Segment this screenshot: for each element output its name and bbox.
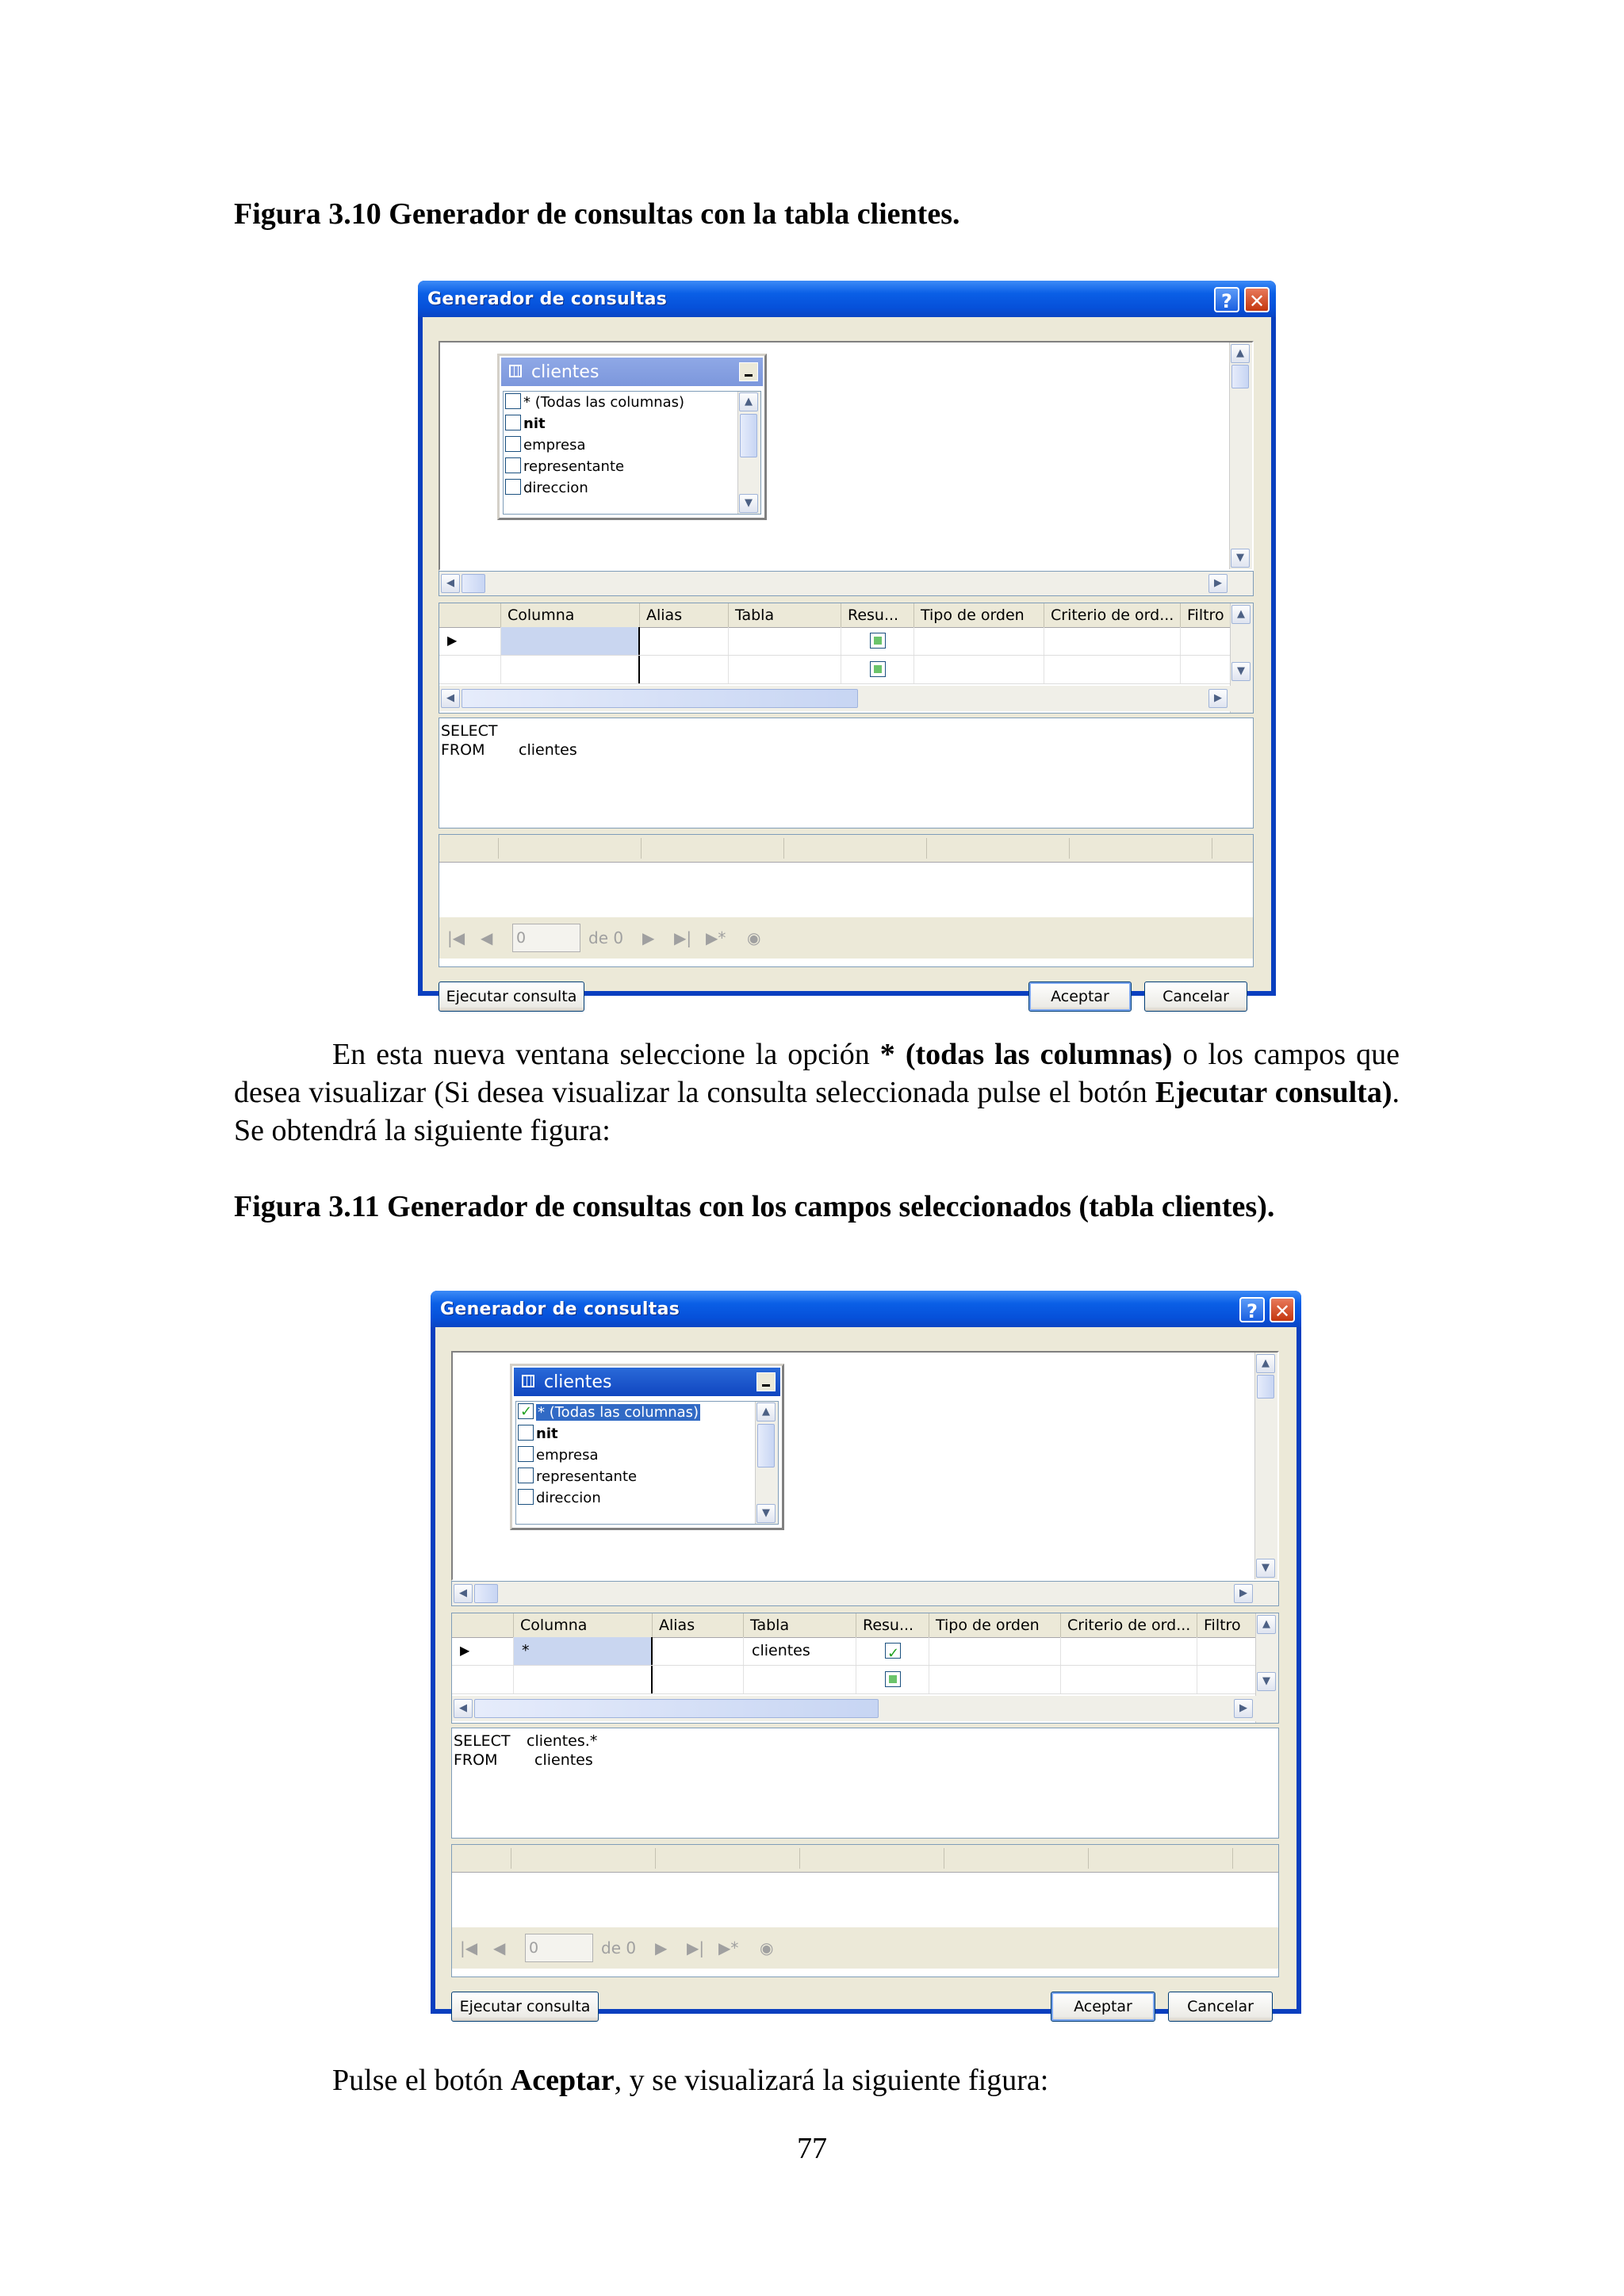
new-record-icon[interactable]: ▶* <box>706 928 726 947</box>
table-name: clientes <box>531 362 599 382</box>
column-checkbox[interactable] <box>505 457 521 473</box>
cancel-button[interactable]: Cancelar <box>1144 982 1247 1012</box>
close-icon[interactable]: ✕ <box>1244 287 1270 312</box>
table-grid-icon <box>522 1375 534 1387</box>
results-header <box>439 835 1254 863</box>
scroll-up-icon[interactable]: ▲ <box>739 392 758 411</box>
last-record-icon[interactable]: ▶| <box>674 928 692 947</box>
scroll-down-icon[interactable]: ▼ <box>1231 549 1250 568</box>
cell-resultado[interactable] <box>856 1666 929 1693</box>
scroll-thumb[interactable] <box>1231 365 1249 388</box>
table-box[interactable] <box>510 1364 784 1530</box>
page-number: 77 <box>797 2132 827 2165</box>
help-icon[interactable]: ? <box>1214 287 1239 312</box>
cell-alias[interactable] <box>640 627 729 655</box>
run-query-button[interactable]: Ejecutar consulta <box>439 982 584 1012</box>
cell-tabla[interactable] <box>729 627 841 655</box>
criteria-grid <box>451 1613 1279 1724</box>
scroll-down-icon[interactable]: ▼ <box>1257 1672 1276 1691</box>
diagram-vscrollbar[interactable] <box>1254 1353 1277 1579</box>
diagram-pane <box>451 1351 1279 1581</box>
cell-tabla[interactable]: clientes <box>744 1637 856 1665</box>
table-row[interactable] <box>452 1637 1258 1666</box>
column-label: representante <box>523 458 625 475</box>
header-tipo-orden[interactable]: Tipo de orden <box>929 1613 1061 1637</box>
help-icon[interactable]: ? <box>1239 1297 1265 1322</box>
scroll-thumb[interactable] <box>757 1424 775 1468</box>
column-list-scrollbar[interactable] <box>737 392 760 514</box>
scroll-down-icon[interactable]: ▼ <box>739 494 758 513</box>
record-navigator <box>439 917 1253 959</box>
sql-from-keyword: FROM <box>454 1751 498 1769</box>
column-label: * (Todas las columnas) <box>538 1404 699 1421</box>
cell-tipo-orden[interactable] <box>914 656 1044 683</box>
column-label: nit <box>536 1425 558 1442</box>
cell-criterio-orden[interactable] <box>1061 1666 1197 1693</box>
column-label: empresa <box>523 437 586 453</box>
scroll-thumb[interactable] <box>1257 1375 1274 1399</box>
table-name: clientes <box>544 1372 612 1392</box>
cell-criterio-orden[interactable] <box>1061 1637 1197 1665</box>
sql-select-keyword: SELECT <box>454 1732 511 1750</box>
row-pointer-icon: ▶ <box>439 627 501 655</box>
scroll-thumb[interactable] <box>740 414 757 457</box>
column-list-scrollbar[interactable] <box>755 1402 778 1524</box>
next-record-icon[interactable]: ▶ <box>642 928 655 947</box>
cell-alias[interactable] <box>653 1666 744 1693</box>
scroll-down-icon[interactable]: ▼ <box>1256 1559 1275 1578</box>
header-columna[interactable]: Columna <box>514 1613 653 1637</box>
record-position-input[interactable]: 0 <box>525 1934 593 1962</box>
column-item[interactable] <box>505 477 588 499</box>
header-criterio-orden[interactable]: Criterio de ord... <box>1044 603 1181 627</box>
next-record-icon[interactable]: ▶ <box>655 1938 668 1957</box>
column-checkbox[interactable] <box>505 479 521 495</box>
column-item[interactable] <box>518 1402 700 1423</box>
table-box-header[interactable] <box>501 358 763 386</box>
scroll-up-icon[interactable]: ▲ <box>1231 344 1250 363</box>
scroll-left-icon[interactable]: ◀ <box>454 1584 473 1603</box>
diagram-hscrollbar[interactable] <box>451 1581 1279 1606</box>
cell-tabla[interactable] <box>744 1666 856 1693</box>
scroll-thumb[interactable] <box>462 689 858 708</box>
sql-pane[interactable] <box>451 1728 1279 1839</box>
title-bar[interactable] <box>418 281 1276 317</box>
header-criterio-orden[interactable]: Criterio de ord... <box>1061 1613 1197 1637</box>
accept-button[interactable]: Aceptar <box>1051 1992 1155 2022</box>
run-query-button[interactable]: Ejecutar consulta <box>451 1992 599 2022</box>
column-label: representante <box>536 1468 638 1485</box>
cell-tabla[interactable] <box>729 656 841 683</box>
column-checkbox[interactable] <box>505 393 521 409</box>
cell-tipo-orden[interactable] <box>929 1637 1061 1665</box>
scroll-left-icon[interactable]: ◀ <box>454 1699 473 1718</box>
column-list <box>515 1401 779 1525</box>
cell-columna[interactable] <box>501 656 640 683</box>
header-alias[interactable]: Alias <box>653 1613 744 1637</box>
table-row[interactable] <box>452 1666 1258 1694</box>
column-checkbox[interactable] <box>518 1446 534 1462</box>
table-row[interactable] <box>439 627 1232 656</box>
cell-resultado[interactable] <box>841 656 914 683</box>
scroll-up-icon[interactable]: ▲ <box>756 1402 776 1422</box>
column-label: direccion <box>536 1490 601 1506</box>
last-record-icon[interactable]: ▶| <box>687 1938 705 1957</box>
table-box[interactable] <box>497 354 767 520</box>
sql-pane[interactable] <box>439 718 1254 828</box>
record-navigator <box>452 1927 1278 1969</box>
cell-alias[interactable] <box>653 1637 744 1665</box>
sql-from-value: clientes <box>534 1751 593 1769</box>
record-count: de 0 <box>588 928 624 947</box>
scroll-down-icon[interactable]: ▼ <box>756 1504 776 1523</box>
header-alias[interactable]: Alias <box>640 603 729 627</box>
scroll-thumb[interactable] <box>474 1699 879 1718</box>
column-checkbox[interactable] <box>518 1468 534 1483</box>
grid-hscrollbar[interactable] <box>439 686 1253 711</box>
body-paragraph: Pulse el botón Aceptar, y se visualizará la siguiente figura: <box>332 2064 1049 2097</box>
column-item[interactable] <box>505 434 586 456</box>
query-builder-dialog <box>418 281 1276 1005</box>
prev-record-icon[interactable]: ◀ <box>481 928 493 947</box>
table-box-header[interactable] <box>514 1368 780 1396</box>
criteria-grid <box>439 603 1254 714</box>
cell-resultado[interactable] <box>856 1637 929 1665</box>
cell-criterio-orden[interactable] <box>1044 656 1181 683</box>
column-item[interactable] <box>518 1423 558 1445</box>
scroll-right-icon[interactable]: ▶ <box>1234 1584 1253 1603</box>
title-bar[interactable] <box>431 1291 1301 1327</box>
body-paragraph: En esta nueva ventana seleccione la opción * (todas las columnas) o los campos que desea visualizar (Si desea visualizar la consulta seleccionada pulse el botón Ejecutar consulta). Se obtendrá la siguiente figura: <box>234 1038 1400 1147</box>
header-resultado[interactable]: Resu... <box>856 1613 929 1637</box>
column-checkbox[interactable] <box>518 1489 534 1505</box>
column-item[interactable] <box>505 413 546 434</box>
header-columna[interactable]: Columna <box>501 603 640 627</box>
cancel-button[interactable]: Cancelar <box>1168 1992 1273 2022</box>
sql-select-keyword: SELECT <box>441 722 498 740</box>
cell-criterio-orden[interactable] <box>1044 627 1181 655</box>
header-filtro[interactable]: Filtro <box>1181 603 1232 627</box>
sql-select-value: clientes.* <box>527 1732 598 1750</box>
sql-from-value: clientes <box>519 741 577 759</box>
column-checkbox[interactable] <box>518 1425 534 1441</box>
column-item[interactable] <box>518 1466 637 1487</box>
diagram-pane <box>439 341 1254 571</box>
table-row[interactable] <box>439 656 1232 684</box>
figure-caption: Figura 3.10 Generador de consultas con la tabla clientes. <box>234 197 960 231</box>
scroll-up-icon[interactable]: ▲ <box>1257 1615 1276 1634</box>
scroll-thumb[interactable] <box>474 1584 498 1603</box>
column-item[interactable] <box>505 456 624 477</box>
header-tabla[interactable]: Tabla <box>744 1613 856 1637</box>
output-checkbox[interactable] <box>885 1671 901 1687</box>
dialog-title: Generador de consultas <box>427 289 668 309</box>
scroll-thumb[interactable] <box>462 574 485 593</box>
scroll-right-icon[interactable]: ▶ <box>1208 574 1228 593</box>
diagram-vscrollbar[interactable] <box>1229 342 1252 569</box>
stop-icon[interactable]: ◉ <box>760 1938 774 1957</box>
stop-icon[interactable]: ◉ <box>747 928 761 947</box>
dialog-body <box>423 317 1271 1005</box>
record-count: de 0 <box>601 1938 637 1957</box>
figure-caption: Figura 3.11 Generador de consultas con los campos seleccionados (tabla clientes). <box>234 1190 1275 1223</box>
minimize-icon[interactable] <box>756 1372 776 1391</box>
output-checkbox[interactable] <box>885 1643 901 1659</box>
close-icon[interactable]: ✕ <box>1270 1297 1295 1322</box>
scroll-up-icon[interactable]: ▲ <box>1256 1354 1275 1373</box>
cell-alias[interactable] <box>640 656 729 683</box>
column-checkbox[interactable] <box>505 436 521 452</box>
row-pointer-icon: ▶ <box>452 1637 514 1665</box>
cell-columna[interactable] <box>514 1666 653 1693</box>
results-header <box>452 1845 1279 1873</box>
column-item[interactable] <box>518 1445 599 1466</box>
cell-tipo-orden[interactable] <box>914 627 1044 655</box>
accept-button[interactable]: Aceptar <box>1028 982 1132 1012</box>
scroll-down-icon[interactable]: ▼ <box>1231 662 1251 681</box>
column-checkbox[interactable] <box>505 415 521 430</box>
cell-columna[interactable] <box>501 627 640 655</box>
grid-header <box>439 603 1232 628</box>
cell-columna[interactable]: * <box>514 1637 653 1665</box>
new-record-icon[interactable]: ▶* <box>718 1938 739 1957</box>
cell-tipo-orden[interactable] <box>929 1666 1061 1693</box>
column-list <box>503 391 761 515</box>
header-resultado[interactable]: Resu... <box>841 603 914 627</box>
table-grid-icon <box>509 365 522 377</box>
column-item[interactable] <box>518 1487 601 1509</box>
scroll-right-icon[interactable]: ▶ <box>1208 689 1228 708</box>
prev-record-icon[interactable]: ◀ <box>493 1938 506 1957</box>
grid-header <box>452 1613 1258 1638</box>
output-checkbox[interactable] <box>870 633 886 649</box>
cell-resultado[interactable] <box>841 627 914 655</box>
first-record-icon[interactable]: |◀ <box>460 1938 478 1957</box>
first-record-icon[interactable]: |◀ <box>447 928 465 947</box>
scroll-left-icon[interactable]: ◀ <box>441 574 460 593</box>
column-item[interactable] <box>505 392 684 413</box>
scroll-up-icon[interactable]: ▲ <box>1231 605 1251 624</box>
header-filtro[interactable]: Filtro <box>1197 1613 1258 1637</box>
scroll-right-icon[interactable]: ▶ <box>1234 1699 1253 1718</box>
column-label: empresa <box>536 1447 599 1464</box>
column-label: * (Todas las columnas) <box>523 394 685 411</box>
results-pane <box>439 834 1254 967</box>
scroll-left-icon[interactable]: ◀ <box>441 689 460 708</box>
header-tabla[interactable]: Tabla <box>729 603 841 627</box>
column-label: nit <box>523 415 546 432</box>
record-position-input[interactable]: 0 <box>512 924 580 952</box>
header-tipo-orden[interactable]: Tipo de orden <box>914 603 1044 627</box>
sql-from-keyword: FROM <box>441 741 485 759</box>
output-checkbox[interactable] <box>870 661 886 677</box>
column-label: direccion <box>523 480 588 496</box>
results-pane <box>451 1844 1279 1977</box>
grid-hscrollbar[interactable] <box>452 1696 1278 1721</box>
dialog-title: Generador de consultas <box>440 1299 680 1319</box>
column-checkbox[interactable] <box>518 1403 534 1419</box>
query-builder-dialog <box>431 1291 1301 2014</box>
diagram-hscrollbar[interactable] <box>439 571 1254 596</box>
minimize-icon[interactable] <box>739 362 758 381</box>
dialog-body <box>435 1327 1297 2015</box>
